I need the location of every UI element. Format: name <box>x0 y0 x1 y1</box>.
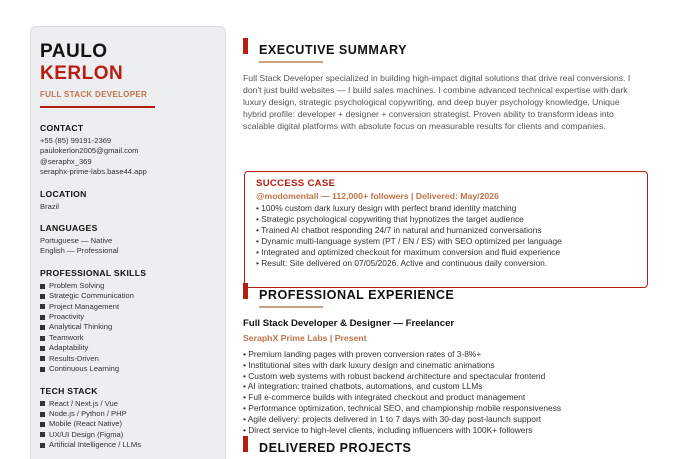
tech-item <box>40 409 216 419</box>
tech-item <box>40 430 216 440</box>
tech-label: UX/UI Design (Figma) <box>49 429 124 439</box>
skill-item <box>40 281 216 291</box>
skill-label: Problem Solving <box>49 280 105 290</box>
list-item: • Dynamic multi-language system (PT / EN / ES) with SEO optimized per language <box>256 236 562 247</box>
bullet-square-icon <box>40 367 45 372</box>
section-marker <box>243 38 248 54</box>
list-item: • Strategic psychological copywriting that hypnotizes the target audience <box>256 214 524 225</box>
list-item: • Performance optimization, technical SEO, and championship mobile responsiveness <box>243 402 562 413</box>
section-marker <box>243 283 248 299</box>
bullet-square-icon <box>40 284 45 289</box>
sidebar <box>30 26 226 459</box>
skill-item <box>40 333 216 343</box>
skill-item <box>40 364 216 374</box>
summary-text: Full Stack Developer specialized in building high-impact digital solutions that drive real conversions. I don't just build websites — I build sales machines. I combine advanced technical expertise with dark luxury design, strategic psychological copywriting, and deep buyer psychology knowledge. Unique hybrid profile: developer + designer + conversion strategist. Proven ability to transform ideas into scalable digital platforms with absolute focus on measurable results for clients and companies. <box>243 73 631 132</box>
skill-item <box>40 312 216 322</box>
job-bullet-list <box>243 349 653 435</box>
skill-item <box>40 302 216 312</box>
skill-label: Teamwork <box>49 332 84 342</box>
bullet-square-icon <box>40 422 45 427</box>
list-item: • 100% custom dark luxury design with perfect brand identity matching <box>256 203 517 213</box>
bullet-square-icon <box>40 304 45 309</box>
bullet-square-icon <box>40 412 45 417</box>
bullet-square-icon <box>40 315 45 320</box>
bullet-square-icon <box>40 325 45 330</box>
skill-label: Proactivity <box>49 312 85 322</box>
contact-heading: CONTACT <box>40 123 84 133</box>
skill-item <box>40 343 216 353</box>
success-case-subtitle: @modomentall — 112,000+ followers | Delivered: May/2026 <box>256 191 499 201</box>
tech-item <box>40 419 216 429</box>
bullet-square-icon <box>40 294 45 299</box>
tech-label: Node.js / Python / PHP <box>49 408 127 418</box>
tech-item <box>40 399 216 409</box>
bullet-square-icon <box>40 346 45 351</box>
bullet-square-icon <box>40 401 45 406</box>
skill-label: Analytical Thinking <box>49 322 113 332</box>
skill-label: Results-Driven <box>49 353 99 363</box>
skill-label: Strategic Communication <box>49 291 134 301</box>
success-case-box <box>244 171 648 288</box>
success-case-list <box>256 203 636 270</box>
experience-heading: PROFESSIONAL EXPERIENCE <box>259 288 455 302</box>
bullet-square-icon <box>40 336 45 341</box>
section-marker <box>243 436 248 452</box>
contact-handle: @seraphx_369 <box>40 156 92 166</box>
skills-list <box>40 281 216 375</box>
list-item: • AI integration: trained chatbots, automations, and custom LLMs <box>243 381 483 392</box>
skill-item <box>40 291 216 301</box>
list-item: • Result: Site delivered on 07/05/2026. Active and continuous daily conversion. <box>256 258 548 269</box>
tech-stack-list <box>40 399 216 451</box>
job-title: Full Stack Developer & Designer — Freelancer <box>243 318 455 329</box>
skill-item <box>40 322 216 332</box>
bullet-square-icon <box>40 356 45 361</box>
last-name: KERLON <box>40 63 124 84</box>
skill-item <box>40 354 216 364</box>
tech-label: Mobile (React Native) <box>49 419 123 429</box>
skill-label: Project Management <box>49 301 120 311</box>
contact-website[interactable]: seraphx-prime-labs.base44.app <box>40 167 147 177</box>
skill-label: Continuous Learning <box>49 364 120 374</box>
list-item: • Agile delivery: projects delivered in 1 to 7 days with 30-day post-launch support <box>243 413 542 424</box>
summary-header <box>243 38 407 63</box>
list-item: • Direct service to high-level clients, including influencers with 100K+ followers <box>243 424 533 435</box>
projects-header <box>243 436 411 459</box>
languages-list <box>40 236 216 257</box>
bullet-square-icon <box>40 432 45 437</box>
tech-label: Artificial Intelligence / LLMs <box>49 440 142 450</box>
skill-label: Adaptability <box>49 343 89 353</box>
list-item: • Integrated and optimized checkout for maximum conversion and fluid experience <box>256 247 561 258</box>
role-title: FULL STACK DEVELOPER <box>40 90 148 99</box>
location-heading: LOCATION <box>40 188 87 199</box>
section-divider <box>259 306 323 308</box>
contact-section <box>40 136 216 178</box>
list-item: • Trained AI chatbot responding 24/7 in natural and humanized conversations <box>256 225 542 236</box>
tech-item <box>40 440 216 450</box>
projects-heading: DELIVERED PROJECTS <box>259 441 412 455</box>
experience-header <box>243 283 454 308</box>
role-divider <box>40 106 155 108</box>
language-item: English — Professional <box>40 246 119 256</box>
language-item: Portuguese — Native <box>40 236 113 246</box>
first-name: PAULO <box>40 41 108 62</box>
summary-heading: EXECUTIVE SUMMARY <box>259 43 407 57</box>
bullet-square-icon <box>40 443 45 448</box>
list-item: • Custom web systems with robust backend architecture and spectacular frontend <box>243 370 546 381</box>
job-company: SeraphX Prime Labs | Present <box>243 333 367 343</box>
success-case-heading: SUCCESS CASE <box>256 178 336 189</box>
skills-heading: PROFESSIONAL SKILLS <box>40 267 147 278</box>
contact-phone: +55 (85) 99191-2369 <box>40 136 112 145</box>
tech-label: React / Next.js / Vue <box>49 398 118 408</box>
contact-email[interactable]: paulokerlon2005@gmail.com <box>40 146 139 156</box>
location-value: Brazil <box>40 201 59 211</box>
list-item: • Full e-commerce builds with integrated checkout and product management <box>243 392 526 403</box>
section-divider <box>259 61 323 63</box>
list-item: • Premium landing pages with proven conversion rates of 3-8%+ <box>243 349 482 359</box>
list-item: • Institutional sites with dark luxury design and cinematic animations <box>243 359 495 370</box>
languages-heading: LANGUAGES <box>40 223 98 234</box>
tech-stack-heading: TECH STACK <box>40 385 98 396</box>
